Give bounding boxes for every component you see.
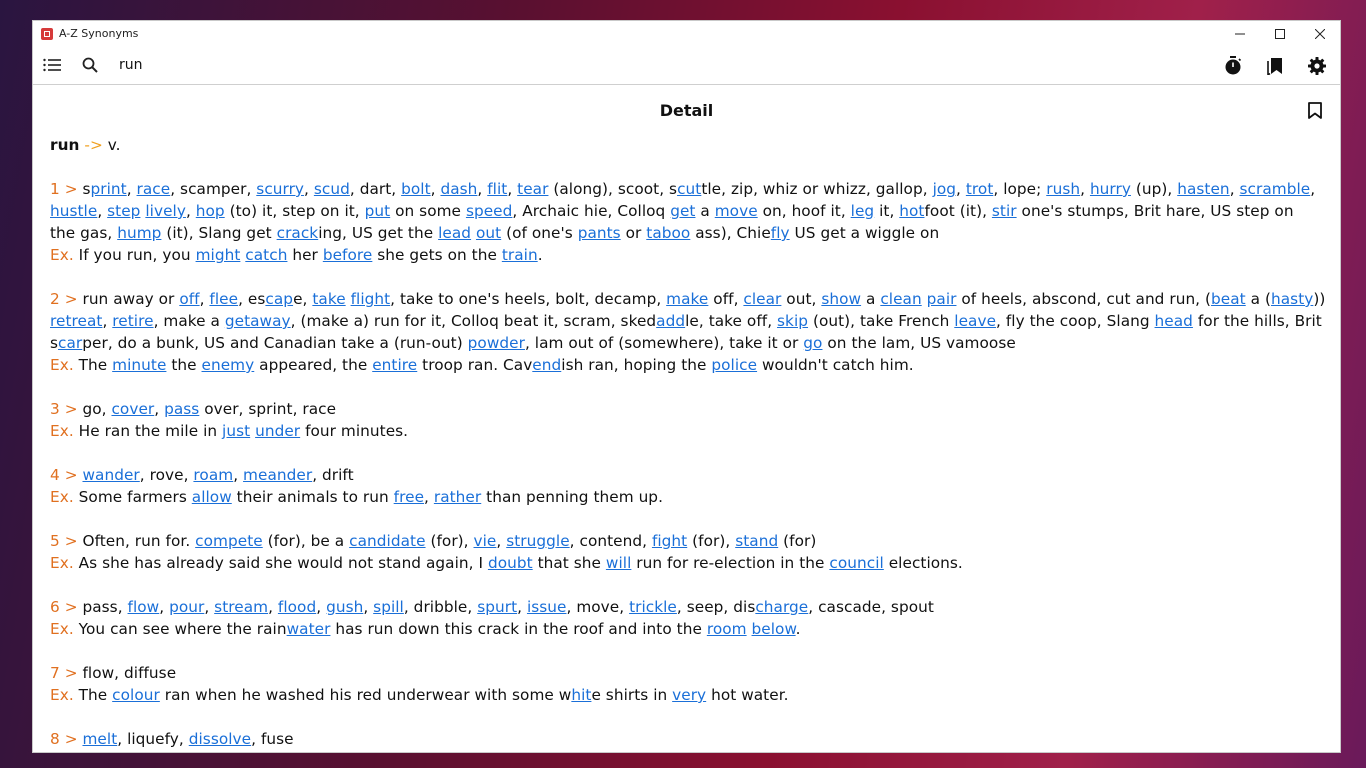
synonym-link[interactable]: pants [577, 224, 621, 242]
sense-text: , cascade, spout [808, 598, 934, 616]
sense-text: , fuse [251, 730, 294, 748]
sense-block [50, 662, 1323, 706]
synonym-link[interactable]: room [706, 620, 747, 638]
sense-text: a [861, 290, 881, 308]
synonym-link[interactable]: candidate [349, 532, 426, 550]
synonym-link[interactable]: flood [277, 598, 317, 616]
sense-text: (it), Slang get [161, 224, 277, 242]
bookmark-icon [1308, 102, 1322, 119]
sense-text: As she has already said she would not stand again, I [73, 554, 488, 572]
sense-text: pass, [77, 598, 128, 616]
sense-text: four minutes. [300, 422, 409, 440]
example-line [50, 420, 1323, 442]
synonym-link[interactable]: go [803, 334, 823, 352]
synonym-link[interactable]: wander [82, 466, 140, 484]
sense-text: If you run, you [73, 246, 196, 264]
page-title: Detail [659, 101, 714, 120]
sense-text: e shirts in [591, 686, 673, 704]
synonym-link[interactable]: vie [473, 532, 497, 550]
synonym-link[interactable]: roam [193, 466, 234, 484]
sense-text: on the lam, US vamoose [822, 334, 1016, 352]
sense-text: le, take off, [685, 312, 778, 330]
synonym-link[interactable]: bolt [401, 180, 431, 198]
synonym-link[interactable]: crack [276, 224, 319, 242]
sense-number: 4 > [50, 466, 78, 484]
synonym-link[interactable]: beat [1211, 290, 1246, 308]
sense-text: (of one's [501, 224, 578, 242]
sense-text: s [50, 334, 59, 352]
sense-block [50, 530, 1323, 574]
sense-text: , [430, 180, 441, 198]
search-icon [82, 57, 98, 73]
sense-text: a ( [1245, 290, 1272, 308]
sense-text: , move, [566, 598, 630, 616]
sense-line [50, 310, 1323, 332]
sense-text: (for), be a [262, 532, 350, 550]
synonym-link[interactable]: might [195, 246, 241, 264]
sense-text: troop ran. Cav [417, 356, 533, 374]
synonym-link[interactable]: head [1154, 312, 1193, 330]
sense-text: , drift [312, 466, 354, 484]
sense-text: , [304, 180, 314, 198]
sense-text: per, do a bunk, US and Canadian take a (run-out) [82, 334, 468, 352]
sense-text: , rove, [139, 466, 194, 484]
part-of-speech: v. [107, 136, 121, 154]
sense-line [50, 728, 1323, 750]
synonym-link[interactable]: hasten [1177, 180, 1230, 198]
sense-text: , scamper, [170, 180, 257, 198]
sense-line [50, 398, 1323, 420]
toolbar-actions [1212, 46, 1338, 85]
synonym-link[interactable]: tear [517, 180, 549, 198]
sense-line [50, 200, 1323, 222]
synonym-link[interactable]: clear [743, 290, 782, 308]
synonym-link[interactable]: put [364, 202, 391, 220]
synonym-link[interactable]: show [821, 290, 862, 308]
synonym-link[interactable]: cover [111, 400, 155, 418]
sense-text: , dart, [349, 180, 402, 198]
synonym-link[interactable]: under [255, 422, 301, 440]
synonym-link[interactable]: train [501, 246, 538, 264]
synonym-link[interactable]: police [711, 356, 758, 374]
synonym-link[interactable]: retreat [50, 312, 103, 330]
sense-text: , [268, 598, 278, 616]
example-label: Ex. [50, 246, 74, 264]
synonym-link[interactable]: leg [850, 202, 875, 220]
synonym-link[interactable]: struggle [506, 532, 570, 550]
sense-text: US get a wiggle on [789, 224, 940, 242]
sense-text: on some [390, 202, 466, 220]
synonym-link[interactable]: print [90, 180, 127, 198]
maximize-icon [1275, 29, 1285, 39]
sense-text: flow, diffuse [77, 664, 177, 682]
example-label: Ex. [50, 488, 74, 506]
minimize-button[interactable] [1220, 21, 1260, 46]
gear-icon [1308, 57, 1326, 75]
synonym-link[interactable]: enemy [201, 356, 255, 374]
synonym-link[interactable]: get [670, 202, 696, 220]
sense-number: 3 > [50, 400, 78, 418]
synonym-link[interactable]: scramble [1239, 180, 1311, 198]
synonym-link[interactable]: flit [487, 180, 508, 198]
synonym-link[interactable]: council [829, 554, 884, 572]
synonym-link[interactable]: hit [571, 686, 592, 704]
sense-text: . [537, 246, 543, 264]
list-icon [43, 58, 61, 72]
sense-text: , [507, 180, 518, 198]
synonym-link[interactable]: rush [1046, 180, 1081, 198]
sense-block [50, 596, 1323, 640]
sense-text: her [287, 246, 323, 264]
example-line [50, 684, 1323, 706]
sense-text: , [1080, 180, 1090, 198]
synonym-link[interactable]: end [532, 356, 562, 374]
synonym-link[interactable]: stir [991, 202, 1017, 220]
synonym-link[interactable]: trot [965, 180, 994, 198]
synonym-link[interactable]: flee [209, 290, 239, 308]
sense-text: , contend, [569, 532, 652, 550]
synonym-link[interactable]: scud [313, 180, 350, 198]
sense-text: , [204, 598, 215, 616]
synonym-link[interactable]: below [751, 620, 796, 638]
sense-line [50, 332, 1323, 354]
sense-text: , [126, 180, 137, 198]
sense-text: , [97, 202, 108, 220]
synonym-link[interactable]: powder [467, 334, 525, 352]
sense-text: , [316, 598, 327, 616]
synonym-link[interactable]: make [666, 290, 709, 308]
sense-text: the gas, [50, 224, 118, 242]
sense-text: (for), [687, 532, 736, 550]
sense-text: ass), Chie [690, 224, 771, 242]
synonym-link[interactable]: issue [526, 598, 567, 616]
synonym-link[interactable]: spurt [477, 598, 518, 616]
synonym-link[interactable]: flight [350, 290, 391, 308]
synonym-link[interactable]: entire [372, 356, 418, 374]
sense-text: , lam out of (somewhere), take it or [524, 334, 804, 352]
sense-line [50, 596, 1323, 618]
headword: run [50, 136, 80, 154]
sense-text: e, [293, 290, 313, 308]
synonym-link[interactable]: hurry [1089, 180, 1131, 198]
synonym-link[interactable]: lead [438, 224, 472, 242]
sense-text: run away or [77, 290, 180, 308]
sense-block [50, 728, 1323, 750]
synonym-link[interactable]: car [58, 334, 83, 352]
synonym-link[interactable]: leave [954, 312, 997, 330]
sense-text: the [166, 356, 202, 374]
synonym-link[interactable]: retire [112, 312, 154, 330]
sense-text: (along), scoot, s [548, 180, 678, 198]
sense-list [50, 178, 1326, 750]
sense-text: than penning them up. [481, 488, 663, 506]
sense-text: s [77, 180, 91, 198]
synonym-link[interactable]: pass [164, 400, 200, 418]
sense-text: , [477, 180, 488, 198]
example-line [50, 244, 1323, 266]
sense-text: run for re-election in the [631, 554, 830, 572]
sense-number: 2 > [50, 290, 78, 308]
synonym-link[interactable]: cut [677, 180, 702, 198]
example-line [50, 486, 1323, 508]
settings-button[interactable] [1296, 47, 1338, 85]
synonym-link[interactable]: move [714, 202, 758, 220]
synonym-link[interactable]: hasty [1271, 290, 1314, 308]
synonym-link[interactable]: gush [326, 598, 364, 616]
synonym-link[interactable]: fight [651, 532, 688, 550]
sense-text: , [517, 598, 527, 616]
sense-text: one's stumps, Brit hare, US step on [1016, 202, 1294, 220]
sense-text: appeared, the [254, 356, 373, 374]
sense-block [50, 398, 1323, 442]
sense-text: , [1229, 180, 1240, 198]
window-title: A-Z Synonyms [59, 27, 139, 40]
sense-text: has run down this crack in the roof and into the [330, 620, 707, 638]
sense-text: )) [1313, 290, 1326, 308]
example-line [50, 354, 1323, 376]
synonym-link[interactable]: water [286, 620, 331, 638]
synonym-link[interactable]: charge [755, 598, 809, 616]
sense-line [50, 222, 1323, 244]
synonym-link[interactable]: scurry [256, 180, 305, 198]
sense-text: that she [532, 554, 606, 572]
synonym-link[interactable]: before [322, 246, 373, 264]
sense-text: , es [238, 290, 266, 308]
synonym-link[interactable]: dissolve [188, 730, 252, 748]
synonym-link[interactable]: taboo [646, 224, 691, 242]
sense-text: , take to one's heels, bolt, decamp, [390, 290, 667, 308]
sense-text: their animals to run [231, 488, 394, 506]
sense-text: ing, US get the [318, 224, 439, 242]
sense-text: , fly the coop, Slang [996, 312, 1155, 330]
app-window [32, 20, 1341, 753]
sense-text: on, hoof it, [757, 202, 851, 220]
sense-text: go, [77, 400, 112, 418]
synonym-link[interactable]: melt [82, 730, 118, 748]
synonym-link[interactable]: skip [777, 312, 809, 330]
synonym-link[interactable]: fly [770, 224, 790, 242]
sense-text: The [73, 356, 113, 374]
synonym-link[interactable]: colour [112, 686, 160, 704]
sense-number: 6 > [50, 598, 78, 616]
sense-text: , [102, 312, 113, 330]
synonym-link[interactable]: trickle [629, 598, 677, 616]
synonym-link[interactable]: lively [145, 202, 186, 220]
sense-text: , (make a) run for it, Colloq beat it, scram, sked [290, 312, 657, 330]
sense-line [50, 464, 1323, 486]
sense-block [50, 288, 1326, 376]
example-line [50, 618, 1323, 640]
sense-text: for the hills, Brit [1192, 312, 1322, 330]
synonym-link[interactable]: dash [440, 180, 478, 198]
sense-text: , [1310, 180, 1316, 198]
synonym-link[interactable]: compete [195, 532, 263, 550]
sense-text: (up), [1130, 180, 1178, 198]
synonym-link[interactable]: getaway [224, 312, 291, 330]
sense-text: , liquefy, [117, 730, 189, 748]
sense-text: , seep, dis [676, 598, 756, 616]
sense-line [50, 662, 1323, 684]
sense-text: , [199, 290, 210, 308]
synonym-link[interactable]: flow [127, 598, 160, 616]
sense-number: 7 > [50, 664, 78, 682]
example-line [50, 552, 1323, 574]
menu-button[interactable] [33, 46, 71, 84]
toolbar [33, 46, 1340, 85]
search-input[interactable] [119, 51, 519, 79]
synonym-link[interactable]: spill [373, 598, 404, 616]
example-label: Ex. [50, 356, 74, 374]
sense-text: You can see where the rain [73, 620, 287, 638]
synonym-link[interactable]: free [393, 488, 425, 506]
sense-number: 1 > [50, 180, 78, 198]
synonym-link[interactable]: allow [191, 488, 232, 506]
synonym-link[interactable]: off [179, 290, 200, 308]
sense-block [50, 178, 1323, 266]
example-label: Ex. [50, 554, 74, 572]
sense-text: (for) [778, 532, 817, 550]
sense-text: out, [781, 290, 822, 308]
sense-text: (to) it, step on it, [224, 202, 365, 220]
sense-text: it, [874, 202, 900, 220]
window-controls [1220, 21, 1340, 46]
sense-text: , [363, 598, 374, 616]
bookmark-button[interactable] [1304, 98, 1326, 122]
synonym-link[interactable]: meander [243, 466, 313, 484]
sense-text: she gets on the [372, 246, 502, 264]
synonym-link[interactable]: very [672, 686, 707, 704]
sense-text: , [424, 488, 434, 506]
sense-text: of heels, abscond, cut and run, ( [956, 290, 1212, 308]
sense-text: . [795, 620, 801, 638]
sense-text: , [159, 598, 170, 616]
synonym-link[interactable]: speed [465, 202, 513, 220]
synonym-link[interactable]: will [605, 554, 632, 572]
sense-text: tle, zip, whiz or whizz, gallop, [701, 180, 933, 198]
sense-number: 8 > [50, 730, 78, 748]
synonym-link[interactable]: hot [899, 202, 925, 220]
sense-block [50, 464, 1323, 508]
synonym-link[interactable]: catch [245, 246, 288, 264]
sense-text: over, sprint, race [199, 400, 337, 418]
sense-text: foot (it), [924, 202, 992, 220]
entry-body [33, 134, 1326, 750]
synonym-link[interactable]: jog [932, 180, 957, 198]
headword-line [50, 134, 1323, 156]
sense-text: The [73, 686, 113, 704]
synonym-link[interactable]: just [222, 422, 251, 440]
bookmarks-icon [1266, 57, 1284, 75]
synonym-link[interactable]: race [136, 180, 171, 198]
synonym-link[interactable]: take [312, 290, 346, 308]
sense-text: , lope; [993, 180, 1047, 198]
example-label: Ex. [50, 686, 74, 704]
synonym-link[interactable]: rather [433, 488, 482, 506]
synonym-link[interactable]: hustle [50, 202, 98, 220]
sense-text: , [496, 532, 507, 550]
sense-text: off, [708, 290, 744, 308]
synonym-link[interactable]: clean [880, 290, 922, 308]
synonym-link[interactable]: step [107, 202, 141, 220]
synonym-link[interactable]: add [656, 312, 686, 330]
synonym-link[interactable]: minute [112, 356, 167, 374]
sense-text: Some farmers [73, 488, 192, 506]
sense-text: (out), take French [808, 312, 955, 330]
sense-text: (for), [425, 532, 474, 550]
sense-line [50, 178, 1323, 200]
app-logo-icon [41, 28, 53, 40]
synonym-link[interactable]: stand [735, 532, 779, 550]
sense-text: , [154, 400, 165, 418]
sense-text: , dribble, [403, 598, 478, 616]
sense-text: wouldn't catch him. [757, 356, 914, 374]
sense-text: He ran the mile in [73, 422, 223, 440]
close-button[interactable] [1300, 21, 1340, 46]
timer-button[interactable] [1212, 47, 1254, 85]
synonym-link[interactable]: hop [195, 202, 225, 220]
sense-text: Often, run for. [77, 532, 196, 550]
synonym-link[interactable]: pair [926, 290, 957, 308]
sense-text: , [956, 180, 966, 198]
sense-text: , [185, 202, 196, 220]
sense-line [50, 288, 1326, 310]
minimize-icon [1235, 29, 1245, 39]
synonym-link[interactable]: hump [117, 224, 162, 242]
maximize-button[interactable] [1260, 21, 1300, 46]
sense-text: ish ran, hoping the [561, 356, 712, 374]
timer-icon [1224, 56, 1242, 75]
sense-number: 5 > [50, 532, 78, 550]
sense-text: hot water. [706, 686, 789, 704]
headword-arrow: -> [84, 136, 103, 154]
bookmarks-button[interactable] [1254, 47, 1296, 85]
synonym-link[interactable]: stream [214, 598, 269, 616]
synonym-link[interactable]: out [475, 224, 502, 242]
close-icon [1315, 29, 1325, 39]
example-label: Ex. [50, 620, 74, 638]
sense-text: a [695, 202, 715, 220]
sense-line [50, 530, 1323, 552]
example-label: Ex. [50, 422, 74, 440]
sense-text: ran when he washed his red underwear with some w [159, 686, 572, 704]
synonym-link[interactable]: cap [265, 290, 294, 308]
sense-text: , [233, 466, 244, 484]
title-bar [33, 21, 1340, 46]
sense-text: elections. [883, 554, 963, 572]
sense-text: or [620, 224, 647, 242]
sense-text: , Archaic hie, Colloq [512, 202, 671, 220]
synonym-link[interactable]: pour [169, 598, 205, 616]
synonym-link[interactable]: doubt [487, 554, 533, 572]
sense-text: , make a [153, 312, 225, 330]
search-button[interactable] [71, 46, 109, 84]
detail-panel [33, 85, 1340, 753]
